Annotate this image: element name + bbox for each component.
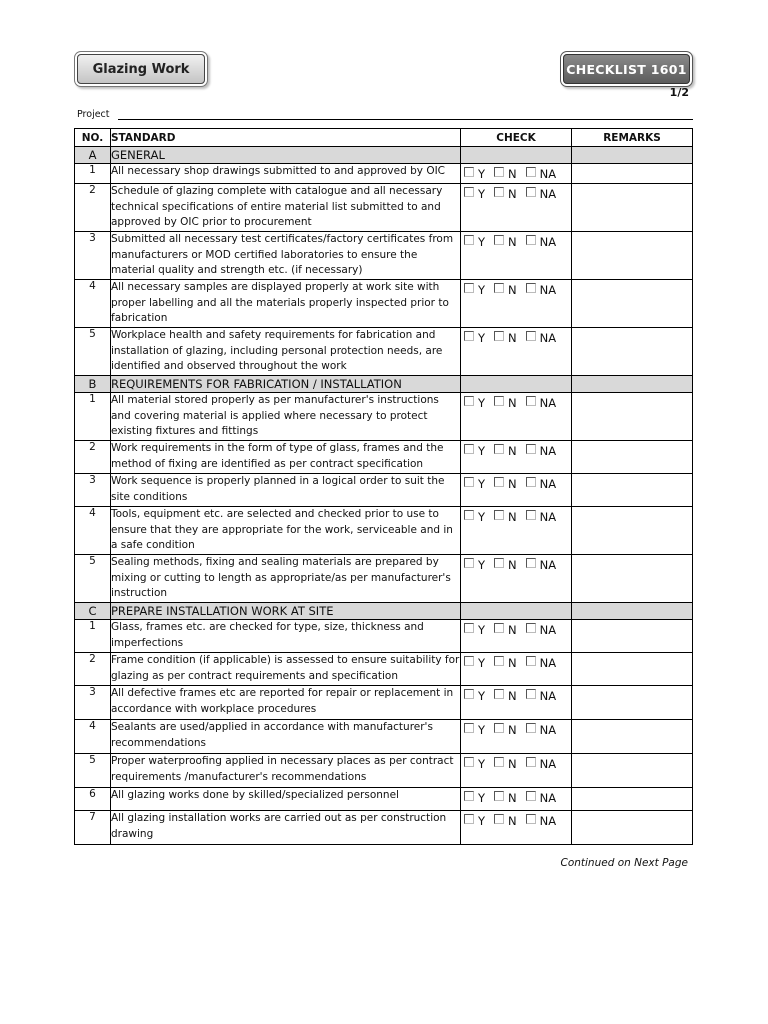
- item-standard: Submitted all necessary test certificates/factory certificates from manufacturers or MOD certified laboratories to ensure the material quality and strength etc. (if necessary): [111, 232, 461, 280]
- option-label: NA: [539, 396, 557, 410]
- option-y[interactable]: [464, 689, 485, 703]
- option-label: Y: [478, 187, 486, 201]
- column-header-standard: STANDARD: [111, 129, 461, 147]
- checkbox-icon[interactable]: [526, 757, 536, 767]
- checkbox-icon[interactable]: [494, 791, 504, 801]
- option-label: Y: [478, 757, 486, 771]
- option-label: NA: [539, 757, 557, 771]
- check-options: [461, 280, 571, 297]
- checkbox-icon[interactable]: [494, 235, 504, 245]
- option-n[interactable]: [494, 444, 517, 458]
- option-label: N: [508, 558, 517, 572]
- item-number: 5: [75, 555, 111, 603]
- checkbox-icon[interactable]: [494, 444, 504, 454]
- option-label: NA: [539, 444, 557, 458]
- section-check-cell: [461, 147, 572, 164]
- option-label: Y: [478, 623, 486, 637]
- checkbox-icon[interactable]: [526, 814, 536, 824]
- checkbox-icon[interactable]: [464, 689, 474, 699]
- option-na[interactable]: [526, 723, 556, 737]
- option-n[interactable]: [494, 791, 517, 805]
- checkbox-icon[interactable]: [526, 167, 536, 177]
- remarks-cell[interactable]: [572, 474, 693, 507]
- item-standard: All glazing installation works are carried out as per construction drawing: [111, 811, 461, 845]
- checkbox-icon[interactable]: [526, 723, 536, 733]
- option-label: NA: [539, 814, 557, 828]
- option-n[interactable]: [494, 331, 517, 345]
- option-label: NA: [539, 510, 557, 524]
- option-label: N: [508, 510, 517, 524]
- option-label: N: [508, 235, 517, 249]
- option-n[interactable]: [494, 623, 517, 637]
- option-label: NA: [539, 187, 557, 201]
- remarks-cell[interactable]: [572, 720, 693, 754]
- checkbox-icon[interactable]: [526, 187, 536, 197]
- check-options: [461, 232, 571, 249]
- check-cell: [461, 474, 572, 507]
- section-title: GENERAL: [111, 147, 461, 164]
- check-options: [461, 720, 571, 737]
- remarks-cell[interactable]: [572, 184, 693, 232]
- section-title: PREPARE INSTALLATION WORK AT SITE: [111, 603, 461, 620]
- item-standard: Frame condition (if applicable) is assessed to ensure suitability for glazing as per contract requirements and specification: [111, 653, 461, 686]
- checkbox-icon[interactable]: [464, 510, 474, 520]
- option-label: Y: [478, 444, 486, 458]
- table-row: [75, 720, 693, 754]
- option-y[interactable]: [464, 396, 485, 410]
- table-row: [75, 441, 693, 474]
- option-label: Y: [478, 477, 486, 491]
- table-row: [75, 507, 693, 555]
- item-number: 5: [75, 754, 111, 788]
- check-cell: [461, 811, 572, 845]
- remarks-cell[interactable]: [572, 441, 693, 474]
- column-header-remarks: REMARKS: [572, 129, 693, 147]
- option-label: Y: [478, 814, 486, 828]
- remarks-cell[interactable]: [572, 754, 693, 788]
- item-standard: Work requirements in the form of type of glass, frames and the method of fixing are identified as per contract specification: [111, 441, 461, 474]
- continued-note: Continued on Next Page: [560, 857, 688, 869]
- option-label: NA: [539, 477, 557, 491]
- option-label: NA: [539, 689, 557, 703]
- checkbox-icon[interactable]: [526, 396, 536, 406]
- item-standard: Proper waterproofing applied in necessary places as per contract requirements /manufacturer's recommendations: [111, 754, 461, 788]
- checkbox-icon[interactable]: [464, 331, 474, 341]
- option-label: Y: [478, 235, 486, 249]
- item-standard: All defective frames etc are reported for repair or replacement in accordance with workplace procedures: [111, 686, 461, 720]
- checkbox-icon[interactable]: [494, 283, 504, 293]
- option-y[interactable]: [464, 444, 485, 458]
- option-label: Y: [478, 510, 486, 524]
- option-n[interactable]: [494, 235, 517, 249]
- option-na[interactable]: [526, 444, 556, 458]
- checkbox-icon[interactable]: [494, 689, 504, 699]
- remarks-cell[interactable]: [572, 811, 693, 845]
- remarks-cell[interactable]: [572, 653, 693, 686]
- checkbox-icon[interactable]: [464, 558, 474, 568]
- table-row: [75, 555, 693, 603]
- checkbox-icon[interactable]: [494, 656, 504, 666]
- checkbox-icon[interactable]: [526, 623, 536, 633]
- checkbox-icon[interactable]: [464, 187, 474, 197]
- option-label: N: [508, 689, 517, 703]
- item-standard: All necessary shop drawings submitted to and approved by OIC: [111, 164, 461, 184]
- table-row: [75, 811, 693, 845]
- check-options: [461, 441, 571, 458]
- option-label: N: [508, 757, 517, 771]
- item-number: 6: [75, 788, 111, 811]
- check-cell: [461, 164, 572, 184]
- checkbox-icon[interactable]: [526, 235, 536, 245]
- option-label: Y: [478, 558, 486, 572]
- table-row: [75, 232, 693, 280]
- table-row: [75, 280, 693, 328]
- item-number: 3: [75, 474, 111, 507]
- checkbox-icon[interactable]: [464, 235, 474, 245]
- option-na[interactable]: [526, 331, 556, 345]
- item-number: 1: [75, 164, 111, 184]
- item-number: 1: [75, 620, 111, 653]
- check-cell: [461, 232, 572, 280]
- option-n[interactable]: [494, 510, 517, 524]
- option-y[interactable]: [464, 167, 485, 181]
- option-n[interactable]: [494, 558, 517, 572]
- table-row: [75, 754, 693, 788]
- project-field[interactable]: [118, 105, 693, 120]
- item-number: 7: [75, 811, 111, 845]
- remarks-cell[interactable]: [572, 280, 693, 328]
- section-title: REQUIREMENTS FOR FABRICATION / INSTALLATION: [111, 376, 461, 393]
- project-label: Project: [77, 109, 110, 120]
- section-id: A: [75, 147, 111, 164]
- option-label: N: [508, 331, 517, 345]
- checklist-table: [74, 128, 693, 845]
- option-y[interactable]: [464, 187, 485, 201]
- check-cell: [461, 620, 572, 653]
- item-number: 3: [75, 686, 111, 720]
- item-number: 4: [75, 720, 111, 754]
- option-n[interactable]: [494, 187, 517, 201]
- item-standard: Sealants are used/applied in accordance with manufacturer's recommendations: [111, 720, 461, 754]
- section-check-cell: [461, 603, 572, 620]
- checkbox-icon[interactable]: [494, 510, 504, 520]
- option-na[interactable]: [526, 235, 556, 249]
- item-standard: Glass, frames etc. are checked for type, size, thickness and imperfections: [111, 620, 461, 653]
- table-row: [75, 393, 693, 441]
- option-label: NA: [539, 791, 557, 805]
- check-cell: [461, 184, 572, 232]
- option-label: Y: [478, 167, 486, 181]
- remarks-cell[interactable]: [572, 507, 693, 555]
- check-options: [461, 328, 571, 345]
- item-number: 4: [75, 507, 111, 555]
- section-row: [75, 376, 693, 393]
- checkbox-icon[interactable]: [464, 444, 474, 454]
- check-cell: [461, 280, 572, 328]
- checkbox-icon[interactable]: [494, 187, 504, 197]
- option-n[interactable]: [494, 814, 517, 828]
- option-label: NA: [539, 656, 557, 670]
- option-n[interactable]: [494, 283, 517, 297]
- checkbox-icon[interactable]: [494, 623, 504, 633]
- option-n[interactable]: [494, 689, 517, 703]
- option-na[interactable]: [526, 187, 556, 201]
- option-label: N: [508, 187, 517, 201]
- checkbox-icon[interactable]: [526, 510, 536, 520]
- checkbox-icon[interactable]: [464, 283, 474, 293]
- option-label: N: [508, 283, 517, 297]
- check-cell: [461, 393, 572, 441]
- option-y[interactable]: [464, 235, 485, 249]
- checkbox-icon[interactable]: [464, 814, 474, 824]
- table-body: [75, 147, 693, 845]
- check-cell: [461, 653, 572, 686]
- option-label: NA: [539, 558, 557, 572]
- table-row: [75, 164, 693, 184]
- option-label: NA: [539, 167, 557, 181]
- section-remarks-cell: [572, 147, 693, 164]
- option-na[interactable]: [526, 558, 556, 572]
- table-row: [75, 686, 693, 720]
- checkbox-icon[interactable]: [494, 558, 504, 568]
- option-label: N: [508, 723, 517, 737]
- item-number: 1: [75, 393, 111, 441]
- check-options: [461, 811, 571, 828]
- item-standard: Work sequence is properly planned in a logical order to suit the site conditions: [111, 474, 461, 507]
- option-y[interactable]: [464, 510, 485, 524]
- option-label: NA: [539, 331, 557, 345]
- section-remarks-cell: [572, 376, 693, 393]
- check-cell: [461, 754, 572, 788]
- remarks-cell[interactable]: [572, 393, 693, 441]
- option-na[interactable]: [526, 510, 556, 524]
- option-n[interactable]: [494, 167, 517, 181]
- option-label: N: [508, 167, 517, 181]
- checkbox-icon[interactable]: [464, 167, 474, 177]
- item-standard: All necessary samples are displayed properly at work site with proper labelling and all the materials properly inspected prior to fabrication: [111, 280, 461, 328]
- column-header-check: CHECK: [461, 129, 572, 147]
- check-cell: [461, 720, 572, 754]
- option-label: N: [508, 396, 517, 410]
- checkbox-icon[interactable]: [494, 814, 504, 824]
- item-standard: Schedule of glazing complete with catalogue and all necessary technical specifications of entire material list submitted to and approved by OIC prior to procurement: [111, 184, 461, 232]
- option-label: Y: [478, 331, 486, 345]
- check-cell: [461, 686, 572, 720]
- option-label: N: [508, 623, 517, 637]
- check-options: [461, 788, 571, 805]
- section-row: [75, 603, 693, 620]
- option-n[interactable]: [494, 757, 517, 771]
- item-standard: All glazing works done by skilled/specialized personnel: [111, 788, 461, 811]
- check-options: [461, 754, 571, 771]
- option-y[interactable]: [464, 656, 485, 670]
- option-y[interactable]: [464, 331, 485, 345]
- option-n[interactable]: [494, 477, 517, 491]
- checkbox-icon[interactable]: [526, 444, 536, 454]
- option-y[interactable]: [464, 477, 485, 491]
- option-label: N: [508, 656, 517, 670]
- table-row: [75, 328, 693, 376]
- table-row: [75, 620, 693, 653]
- check-cell: [461, 328, 572, 376]
- option-label: Y: [478, 396, 486, 410]
- option-n[interactable]: [494, 723, 517, 737]
- remarks-cell[interactable]: [572, 328, 693, 376]
- option-y[interactable]: [464, 757, 485, 771]
- checkbox-icon[interactable]: [494, 167, 504, 177]
- item-number: 2: [75, 653, 111, 686]
- checkbox-icon[interactable]: [464, 623, 474, 633]
- checkbox-icon[interactable]: [526, 558, 536, 568]
- option-label: NA: [539, 623, 557, 637]
- option-n[interactable]: [494, 656, 517, 670]
- checkbox-icon[interactable]: [464, 723, 474, 733]
- checkbox-icon[interactable]: [494, 396, 504, 406]
- check-options: [461, 474, 571, 491]
- option-na[interactable]: [526, 689, 556, 703]
- option-na[interactable]: [526, 396, 556, 410]
- section-id: C: [75, 603, 111, 620]
- checklist-number: CHECKLIST 1601: [563, 54, 690, 84]
- option-label: NA: [539, 283, 557, 297]
- option-label: N: [508, 791, 517, 805]
- option-na[interactable]: [526, 791, 556, 805]
- check-options: [461, 164, 571, 181]
- table-header-row: [75, 129, 693, 147]
- check-options: [461, 393, 571, 410]
- option-label: N: [508, 814, 517, 828]
- option-label: N: [508, 444, 517, 458]
- table-row: [75, 184, 693, 232]
- section-row: [75, 147, 693, 164]
- item-number: 2: [75, 441, 111, 474]
- option-na[interactable]: [526, 757, 556, 771]
- checkbox-icon[interactable]: [526, 791, 536, 801]
- table-row: [75, 474, 693, 507]
- option-y[interactable]: [464, 791, 485, 805]
- check-options: [461, 686, 571, 703]
- item-standard: Tools, equipment etc. are selected and checked prior to use to ensure that they are appropriate for the work, serviceable and in a safe condition: [111, 507, 461, 555]
- option-na[interactable]: [526, 623, 556, 637]
- project-row: [77, 104, 693, 120]
- checkbox-icon[interactable]: [526, 283, 536, 293]
- option-na[interactable]: [526, 656, 556, 670]
- option-na[interactable]: [526, 477, 556, 491]
- option-label: N: [508, 477, 517, 491]
- checkbox-icon[interactable]: [526, 331, 536, 341]
- item-number: 5: [75, 328, 111, 376]
- remarks-cell[interactable]: [572, 232, 693, 280]
- checkbox-icon[interactable]: [526, 477, 536, 487]
- section-id: B: [75, 376, 111, 393]
- remarks-cell[interactable]: [572, 555, 693, 603]
- check-cell: [461, 788, 572, 811]
- option-y[interactable]: [464, 723, 485, 737]
- option-y[interactable]: [464, 814, 485, 828]
- checkbox-icon[interactable]: [526, 656, 536, 666]
- section-remarks-cell: [572, 603, 693, 620]
- column-header-no: NO.: [75, 129, 111, 147]
- option-n[interactable]: [494, 396, 517, 410]
- check-cell: [461, 555, 572, 603]
- section-check-cell: [461, 376, 572, 393]
- option-label: Y: [478, 723, 486, 737]
- item-standard: Sealing methods, fixing and sealing materials are prepared by mixing or cutting to length as appropriate/as per manufacturer's instruction: [111, 555, 461, 603]
- check-cell: [461, 441, 572, 474]
- table-row: [75, 788, 693, 811]
- option-label: Y: [478, 283, 486, 297]
- document-title: Glazing Work: [77, 54, 205, 84]
- item-standard: Workplace health and safety requirements for fabrication and installation of glazing, including personal protection needs, are identified and observed throughout the work: [111, 328, 461, 376]
- remarks-cell[interactable]: [572, 788, 693, 811]
- checkbox-icon[interactable]: [494, 477, 504, 487]
- page-number: 1/2: [669, 86, 689, 99]
- item-standard: All material stored properly as per manufacturer's instructions and covering material is applied where necessary to protect existing fixtures and fittings: [111, 393, 461, 441]
- checkbox-icon[interactable]: [464, 656, 474, 666]
- option-label: NA: [539, 235, 557, 249]
- option-na[interactable]: [526, 167, 556, 181]
- item-number: 2: [75, 184, 111, 232]
- check-options: [461, 620, 571, 637]
- check-options: [461, 507, 571, 524]
- item-number: 4: [75, 280, 111, 328]
- option-y[interactable]: [464, 283, 485, 297]
- checkbox-icon[interactable]: [526, 689, 536, 699]
- checkbox-icon[interactable]: [494, 331, 504, 341]
- check-cell: [461, 507, 572, 555]
- remarks-cell[interactable]: [572, 620, 693, 653]
- remarks-cell[interactable]: [572, 164, 693, 184]
- check-options: [461, 653, 571, 670]
- item-number: 3: [75, 232, 111, 280]
- option-na[interactable]: [526, 814, 556, 828]
- option-y[interactable]: [464, 623, 485, 637]
- check-options: [461, 184, 571, 201]
- checkbox-icon[interactable]: [494, 757, 504, 767]
- option-y[interactable]: [464, 558, 485, 572]
- checkbox-icon[interactable]: [464, 757, 474, 767]
- table-row: [75, 653, 693, 686]
- checkbox-icon[interactable]: [464, 477, 474, 487]
- option-label: NA: [539, 723, 557, 737]
- checkbox-icon[interactable]: [494, 723, 504, 733]
- option-na[interactable]: [526, 283, 556, 297]
- check-options: [461, 555, 571, 572]
- option-label: Y: [478, 656, 486, 670]
- option-label: Y: [478, 689, 486, 703]
- remarks-cell[interactable]: [572, 686, 693, 720]
- checkbox-icon[interactable]: [464, 396, 474, 406]
- checkbox-icon[interactable]: [464, 791, 474, 801]
- option-label: Y: [478, 791, 486, 805]
